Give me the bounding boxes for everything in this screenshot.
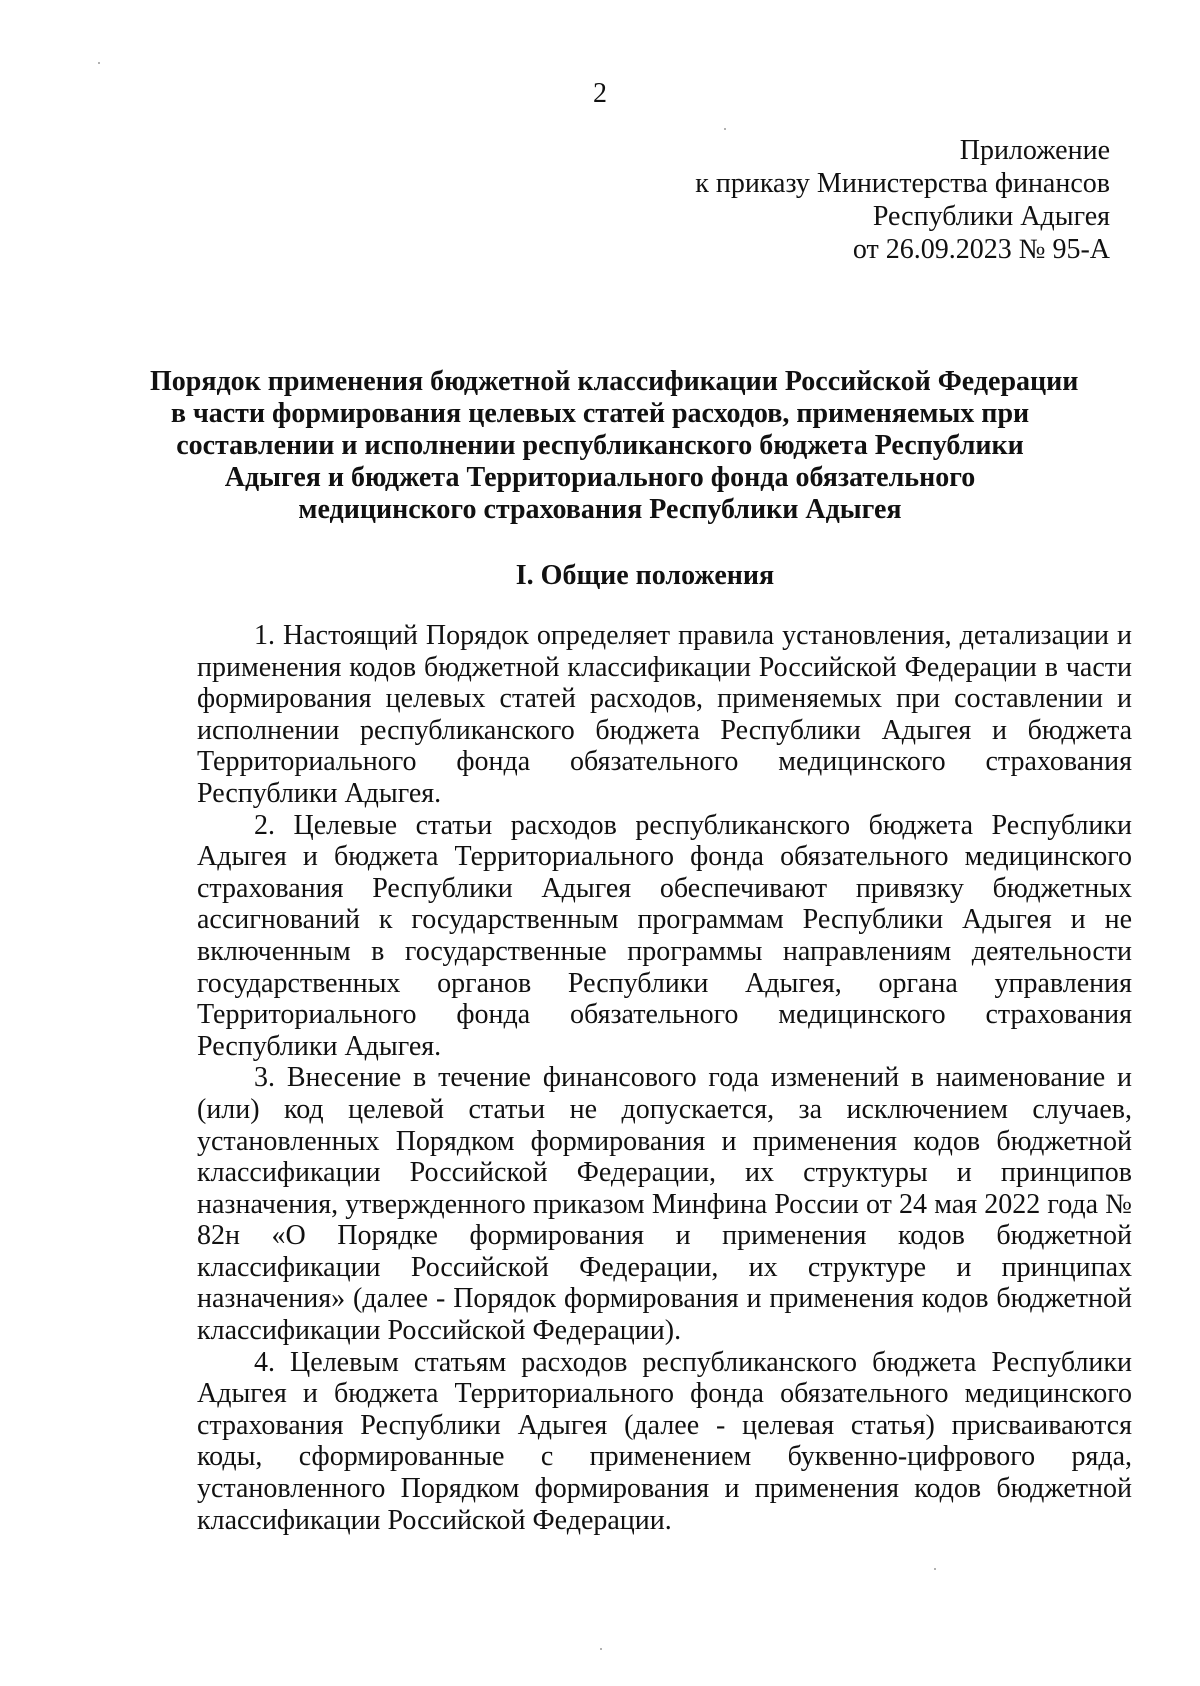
scan-speck (934, 1568, 936, 1570)
scan-speck (600, 1648, 602, 1650)
appendix-line: от 26.09.2023 № 95-А (852, 234, 1110, 265)
scan-speck (98, 62, 100, 64)
appendix-block (695, 134, 1110, 266)
title-line: в части формирования целевых статей расходов, применяемых при (170, 398, 1030, 429)
paragraph-3: 3. Внесение в течение финансового года изменений в наименование и (или) код целевой статьи не допускается, за исключением случаев, установленных Порядком формирования и применения кодов бюджетной классификации Российской Федерации, их структуры и принципов назначения, утвержденного приказом Минфина России от 24 мая 2022 года № 82н «О Порядке формирования и применения кодов бюджетной классификации Российской Федерации, их структуре и принципах назначения» (далее - Порядок формирования и применения кодов бюджетной классификации Российской Федерации). (197, 1062, 1132, 1347)
paragraph-1: 1. Настоящий Порядок определяет правила установления, детализации и применения кодов бюджетной классификации Российской Федерации в части формирования целевых статей расходов, применяемых при составлении и исполнении республиканского бюджета Республики Адыгея и бюджета Территориального фонда обязательного медицинского страхования Республики Адыгея. (197, 620, 1132, 809)
appendix-line: Приложение (959, 135, 1110, 166)
appendix-line: к приказу Министерства финансов (695, 168, 1110, 199)
title-line: составлении и исполнении республиканского бюджета Республики (176, 430, 1024, 461)
title-line: медицинского страхования Республики Адыгея (298, 494, 902, 525)
title-line: Адыгея и бюджета Территориального фонда обязательного (224, 462, 976, 493)
section-heading: I. Общие положения (515, 560, 775, 591)
appendix-line: Республики Адыгея (872, 201, 1110, 232)
paragraph-2: 2. Целевые статьи расходов республиканского бюджета Республики Адыгея и бюджета Территориального фонда обязательного медицинского страхования Республики Адыгея обеспечивают привязку бюджетных ассигнований к государственным программам Республики Адыгея и не включенным в государственные программы направлениям деятельности государственных органов Республики Адыгея, органа управления Территориального фонда обязательного медицинского страхования Республики Адыгея. (197, 809, 1132, 1062)
title-line: Порядок применения бюджетной классификации Российской Федерации (150, 366, 1079, 397)
paragraph-4: 4. Целевым статьям расходов республиканского бюджета Республики Адыгея и бюджета Территориального фонда обязательного медицинского страхования Республики Адыгея (далее - целевая статья) присваиваются коды, сформированные с применением буквенно-цифрового ряда, установленного Порядком формирования и применения кодов бюджетной классификации Российской Федерации. (197, 1346, 1132, 1536)
scan-speck (724, 128, 726, 130)
document-body (197, 620, 1132, 1536)
document-title (150, 366, 1079, 526)
page-number: 2 (593, 78, 607, 109)
